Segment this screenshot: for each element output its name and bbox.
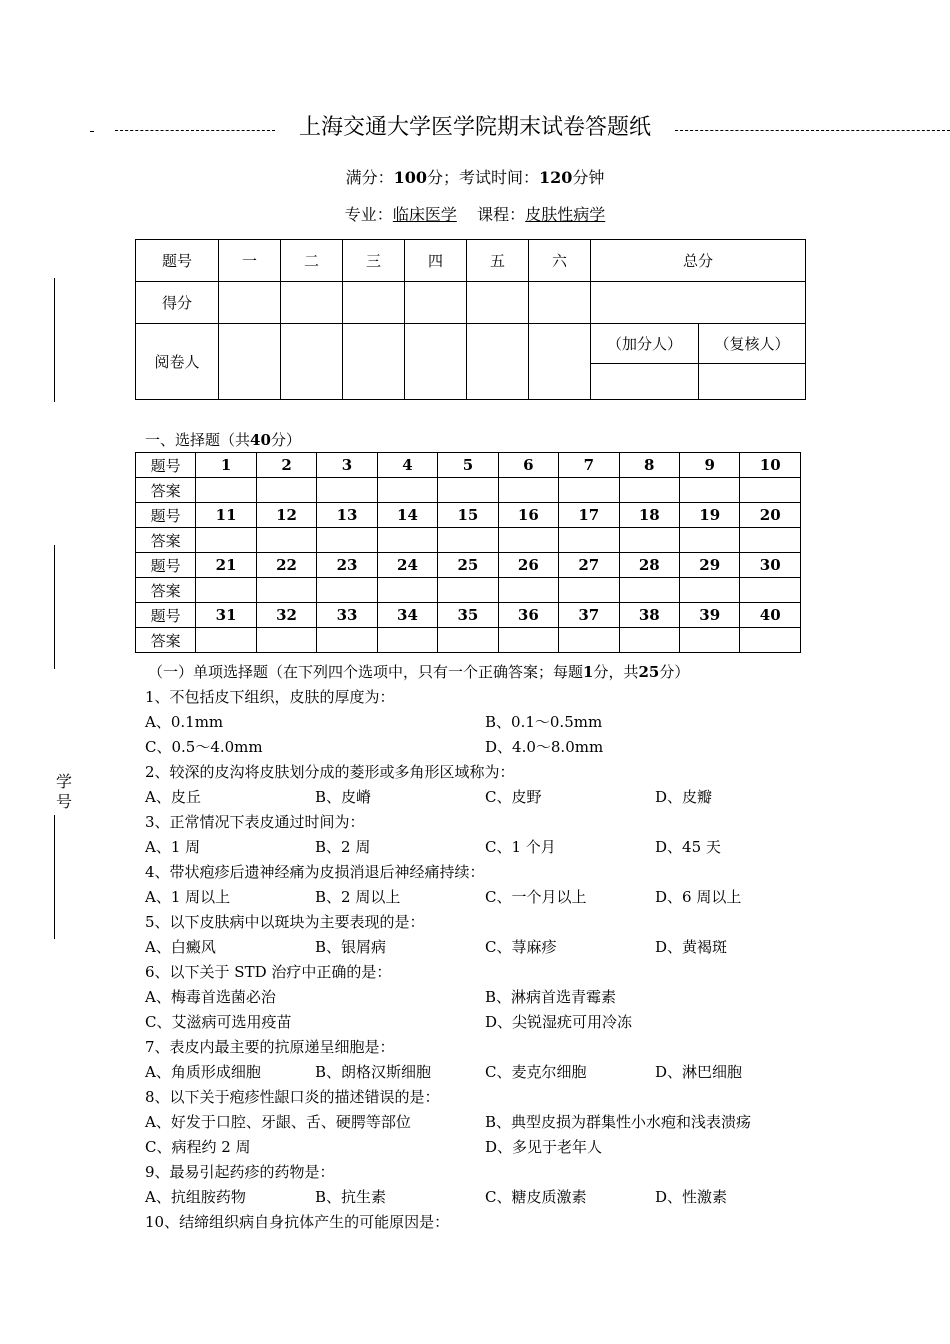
answer-q-number: 39 — [680, 603, 740, 628]
score-col-total: 总分 — [591, 240, 806, 282]
answer-cell[interactable] — [377, 528, 437, 553]
option: A、1 周 — [145, 838, 201, 856]
option: A、梅毒首选菌必治 — [145, 988, 276, 1006]
answer-cell[interactable] — [619, 578, 679, 603]
question-text: 3、正常情况下表皮通过时间为： — [145, 813, 365, 831]
answer-cell[interactable] — [498, 528, 558, 553]
answer-q-number: 10 — [740, 453, 801, 478]
answer-cell[interactable] — [438, 578, 498, 603]
answer-cell[interactable] — [740, 478, 801, 503]
answer-q-number: 21 — [196, 553, 256, 578]
option: C、麦克尔细胞 — [485, 1063, 587, 1081]
question-text: 5、以下皮肤病中以斑块为主要表现的是： — [145, 913, 425, 931]
option: C、一个月以上 — [485, 888, 587, 906]
answer-cell[interactable] — [196, 478, 256, 503]
section1-subtitle — [148, 661, 689, 682]
answer-q-number: 9 — [680, 453, 740, 478]
score-row-label: 得分 — [136, 282, 219, 324]
answer-q-number: 2 — [256, 453, 316, 478]
answer-cell[interactable] — [498, 578, 558, 603]
option: D、多见于老年人 — [485, 1138, 603, 1156]
score-cell — [405, 282, 467, 324]
answer-cell[interactable] — [498, 628, 558, 653]
answer-a-label: 答案 — [136, 478, 196, 503]
answer-q-number: 16 — [498, 503, 558, 528]
section1-title-prefix: 一、选择题（共 — [145, 431, 251, 449]
answer-q-number: 34 — [377, 603, 437, 628]
answer-q-label: 题号 — [136, 503, 196, 528]
option: D、4.0～8.0mm — [485, 738, 604, 756]
option: A、抗组胺药物 — [145, 1188, 246, 1206]
major-value: 临床医学 — [392, 205, 457, 224]
option: A、皮丘 — [145, 788, 201, 806]
answer-q-number: 31 — [196, 603, 256, 628]
option: D、皮瓣 — [655, 788, 713, 806]
time-value: 120 — [539, 168, 573, 187]
question-text: 6、以下关于 STD 治疗中正确的是： — [145, 963, 392, 981]
time-unit: 分钟 — [572, 168, 605, 187]
option: C、荨麻疹 — [485, 938, 557, 956]
answer-cell[interactable] — [196, 578, 256, 603]
option: C、0.5～4.0mm — [145, 738, 263, 756]
score-col-1: 一 — [219, 240, 281, 282]
adder-cell — [591, 364, 699, 400]
option: A、1 周以上 — [145, 888, 231, 906]
section1-title-num: 40 — [250, 431, 271, 449]
answer-cell[interactable] — [619, 478, 679, 503]
option: A、角质形成细胞 — [145, 1063, 261, 1081]
answer-cell[interactable] — [377, 478, 437, 503]
answer-q-number: 6 — [498, 453, 558, 478]
answer-q-number: 35 — [438, 603, 498, 628]
option: B、0.1～0.5mm — [485, 713, 603, 731]
answer-a-label: 答案 — [136, 628, 196, 653]
score-table — [135, 239, 806, 400]
answer-q-number: 8 — [619, 453, 679, 478]
answer-cell[interactable] — [559, 478, 619, 503]
answer-q-number: 4 — [377, 453, 437, 478]
score-col-5: 五 — [467, 240, 529, 282]
score-cell — [529, 282, 591, 324]
course-label: 课程： — [477, 205, 526, 224]
option: B、抗生素 — [315, 1188, 387, 1206]
answer-cell[interactable] — [256, 478, 316, 503]
answer-cell[interactable] — [317, 628, 377, 653]
answer-cell[interactable] — [377, 578, 437, 603]
answer-cell[interactable] — [619, 628, 679, 653]
grader-row-label: 阅卷人 — [136, 324, 219, 400]
answer-cell[interactable] — [438, 628, 498, 653]
option: B、2 周 — [315, 838, 371, 856]
answer-q-number: 26 — [498, 553, 558, 578]
score-cell — [467, 282, 529, 324]
answer-cell[interactable] — [740, 528, 801, 553]
score-unit: 分；考试时间： — [426, 168, 539, 187]
answer-q-number: 17 — [559, 503, 619, 528]
answer-q-number: 32 — [256, 603, 316, 628]
answer-q-number: 1 — [196, 453, 256, 478]
grader-cell — [405, 324, 467, 400]
answer-cell[interactable] — [196, 528, 256, 553]
sub-n1: 1 — [583, 663, 594, 681]
answer-cell[interactable] — [498, 478, 558, 503]
answer-q-number: 27 — [559, 553, 619, 578]
score-cell — [343, 282, 405, 324]
answer-q-number: 33 — [317, 603, 377, 628]
option: D、淋巴细胞 — [655, 1063, 743, 1081]
score-cell — [219, 282, 281, 324]
exam-info — [0, 165, 950, 188]
answer-q-number: 20 — [740, 503, 801, 528]
answer-q-number: 7 — [559, 453, 619, 478]
score-cell — [281, 282, 343, 324]
answer-cell[interactable] — [438, 528, 498, 553]
answer-cell[interactable] — [317, 478, 377, 503]
section1-title — [145, 429, 301, 450]
answer-a-label: 答案 — [136, 578, 196, 603]
answer-q-number: 38 — [619, 603, 679, 628]
score-col-label: 题号 — [136, 240, 219, 282]
grader-cell — [343, 324, 405, 400]
answer-q-number: 11 — [196, 503, 256, 528]
answer-q-number: 37 — [559, 603, 619, 628]
answer-cell[interactable] — [680, 578, 740, 603]
answer-q-number: 25 — [438, 553, 498, 578]
answer-q-number: 12 — [256, 503, 316, 528]
question-text: 1、不包括皮下组织，皮肤的厚度为： — [145, 688, 395, 706]
option: C、病程约 2 周 — [145, 1138, 251, 1156]
answer-a-label: 答案 — [136, 528, 196, 553]
section1-title-suffix: 分） — [270, 431, 301, 449]
adder-label: （加分人） — [591, 324, 699, 364]
score-value: 100 — [393, 168, 427, 187]
question-text: 10、结缔组织病自身抗体产生的可能原因是： — [145, 1213, 450, 1231]
binding-line-2 — [54, 545, 55, 669]
question-text: 4、带状疱疹后遗神经痛为皮损消退后神经痛持续： — [145, 863, 485, 881]
question-text: 9、最易引起药疹的药物是： — [145, 1163, 335, 1181]
answer-cell[interactable] — [438, 478, 498, 503]
answer-cell[interactable] — [619, 528, 679, 553]
answer-q-label: 题号 — [136, 453, 196, 478]
answer-q-number: 13 — [317, 503, 377, 528]
option: A、好发于口腔、牙龈、舌、硬腭等部位 — [145, 1113, 411, 1131]
answer-cell[interactable] — [680, 478, 740, 503]
answer-cell[interactable] — [740, 578, 801, 603]
option: B、朗格汉斯细胞 — [315, 1063, 432, 1081]
option: B、淋病首选青霉素 — [485, 988, 617, 1006]
answer-cell[interactable] — [317, 578, 377, 603]
question-text: 8、以下关于疱疹性龈口炎的描述错误的是： — [145, 1088, 440, 1106]
answer-cell[interactable] — [680, 628, 740, 653]
student-id-label: 学号 — [55, 772, 72, 811]
grader-cell — [529, 324, 591, 400]
option: A、白癜风 — [145, 938, 216, 956]
answer-q-label: 题号 — [136, 553, 196, 578]
grader-cell — [281, 324, 343, 400]
option: C、皮野 — [485, 788, 542, 806]
page-title: 上海交通大学医学院期末试卷答题纸 — [298, 115, 651, 140]
option: B、银屑病 — [315, 938, 387, 956]
answer-cell[interactable] — [559, 578, 619, 603]
answer-q-number: 18 — [619, 503, 679, 528]
grader-cell — [467, 324, 529, 400]
answer-q-number: 30 — [740, 553, 801, 578]
score-cell-total — [591, 282, 806, 324]
option: B、典型皮损为群集性小水疱和浅表溃疡 — [485, 1113, 752, 1131]
option: B、皮嵴 — [315, 788, 372, 806]
option: D、性激素 — [655, 1188, 728, 1206]
answer-q-number: 29 — [680, 553, 740, 578]
option: D、6 周以上 — [655, 888, 742, 906]
answer-cell[interactable] — [377, 628, 437, 653]
option: A、0.1mm — [145, 713, 224, 731]
sub-suffix: 分） — [659, 663, 690, 681]
answer-q-label: 题号 — [136, 603, 196, 628]
question-text: 2、较深的皮沟将皮肤划分成的菱形或多角形区域称为： — [145, 763, 515, 781]
answer-q-number: 15 — [438, 503, 498, 528]
score-col-2: 二 — [281, 240, 343, 282]
answer-table — [135, 452, 801, 653]
option: D、尖锐湿疣可用冷冻 — [485, 1013, 633, 1031]
score-col-3: 三 — [343, 240, 405, 282]
answer-cell[interactable] — [559, 528, 619, 553]
answer-q-number: 22 — [256, 553, 316, 578]
answer-cell[interactable] — [740, 628, 801, 653]
score-col-4: 四 — [405, 240, 467, 282]
answer-q-number: 36 — [498, 603, 558, 628]
sub-mid: 分，共 — [593, 663, 639, 681]
answer-cell[interactable] — [680, 528, 740, 553]
grader-cell — [219, 324, 281, 400]
answer-q-number: 40 — [740, 603, 801, 628]
checker-label: （复核人） — [699, 324, 806, 364]
answer-cell[interactable] — [256, 528, 316, 553]
answer-cell[interactable] — [559, 628, 619, 653]
option: D、黄褐斑 — [655, 938, 728, 956]
checker-cell — [699, 364, 806, 400]
option: D、45 天 — [655, 838, 721, 856]
sub-n2: 25 — [638, 663, 660, 681]
answer-q-number: 3 — [317, 453, 377, 478]
binding-line-3 — [54, 815, 55, 939]
answer-q-number: 5 — [438, 453, 498, 478]
answer-q-number: 19 — [680, 503, 740, 528]
answer-q-number: 14 — [377, 503, 437, 528]
answer-cell[interactable] — [196, 628, 256, 653]
binding-line-1 — [54, 278, 55, 402]
answer-q-number: 24 — [377, 553, 437, 578]
answer-cell[interactable] — [317, 528, 377, 553]
score-col-6: 六 — [529, 240, 591, 282]
answer-cell[interactable] — [256, 628, 316, 653]
answer-q-number: 23 — [317, 553, 377, 578]
question-text: 7、表皮内最主要的抗原递呈细胞是： — [145, 1038, 395, 1056]
course-value: 皮肤性病学 — [525, 205, 606, 224]
major-label: 专业： — [344, 205, 393, 224]
option: C、艾滋病可选用疫苗 — [145, 1013, 292, 1031]
answer-cell[interactable] — [256, 578, 316, 603]
answer-q-number: 28 — [619, 553, 679, 578]
option: C、1 个月 — [485, 838, 556, 856]
option: B、2 周以上 — [315, 888, 401, 906]
course-info — [0, 202, 950, 225]
option: C、糖皮质激素 — [485, 1188, 587, 1206]
score-label: 满分： — [345, 168, 394, 187]
sub-prefix: （一）单项选择题（在下列四个选项中，只有一个正确答案；每题 — [148, 663, 584, 681]
